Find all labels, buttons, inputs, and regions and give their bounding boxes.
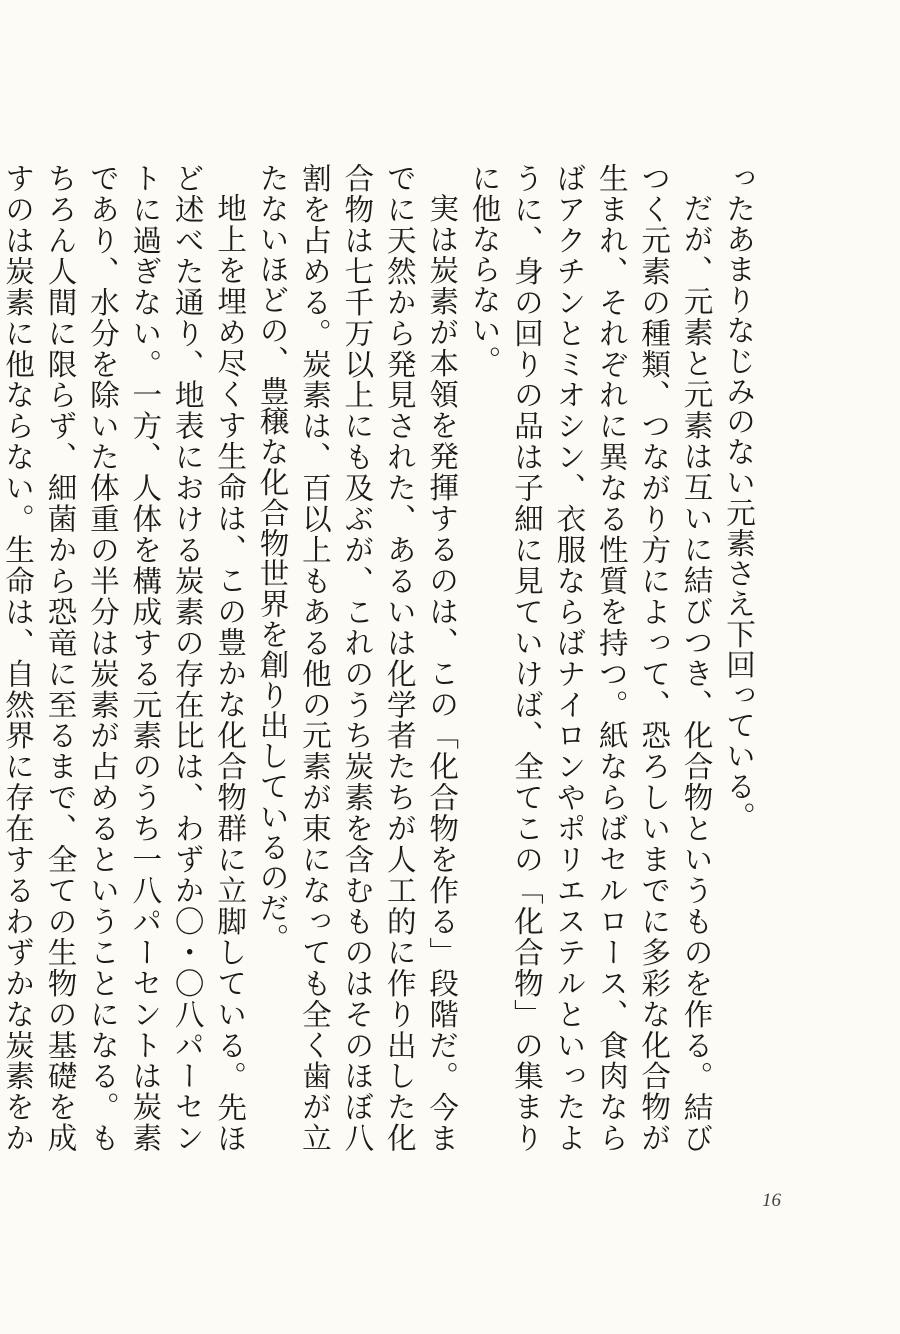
page-number: 16: [762, 1190, 781, 1211]
paragraph-2: だが、元素と元素は互いに結びつき、化合物というものを作る。結びつく元素の種類、つながり方によって、恐ろしいまでに多彩な化合物が生まれ、それぞれに異なる性質を持つ。紙ならばセルロース、食肉ならばアクチンとミオシン、衣服ならばナイロンやポリエステルといったように、身の回りの品は子細に見ていけば、全てこの「化合物」の集まりに他ならない。: [467, 163, 714, 1153]
paragraph-4: 地上を埋め尽くす生命は、この豊かな化合物群に立脚している。先ほど述べた通り、地表における炭素の存在比は、わずか〇・〇八パーセントに過ぎない。一方、人体を構成する元素のうち一八パーセントは炭素であり、水分を除いた体重の半分は炭素が占めるということになる。もちろん人間に限らず、細菌から恐竜に至るまで、全ての生物の基礎を成すのは炭素に他ならない。生命は、自然界に存在するわずかな炭素をか: [1, 163, 248, 1153]
vertical-body-text: [1, 163, 760, 1153]
paragraph-3: 実は炭素が本領を発揮するのは、この「化合物を作る」段階だ。今までに天然から発見された、あるいは化学者たちが人工的に作り出した化合物は七千万以上にも及ぶが、これのうち炭素を含むものはそのほぼ八割を占める。炭素は、百以上もある他の元素が束になっても全く歯が立たないほどの、豊穣な化合物世界を創り出しているのだ。: [255, 163, 460, 1153]
paragraph-1: ったあまりなじみのない元素さえ下回っている。: [722, 163, 756, 832]
